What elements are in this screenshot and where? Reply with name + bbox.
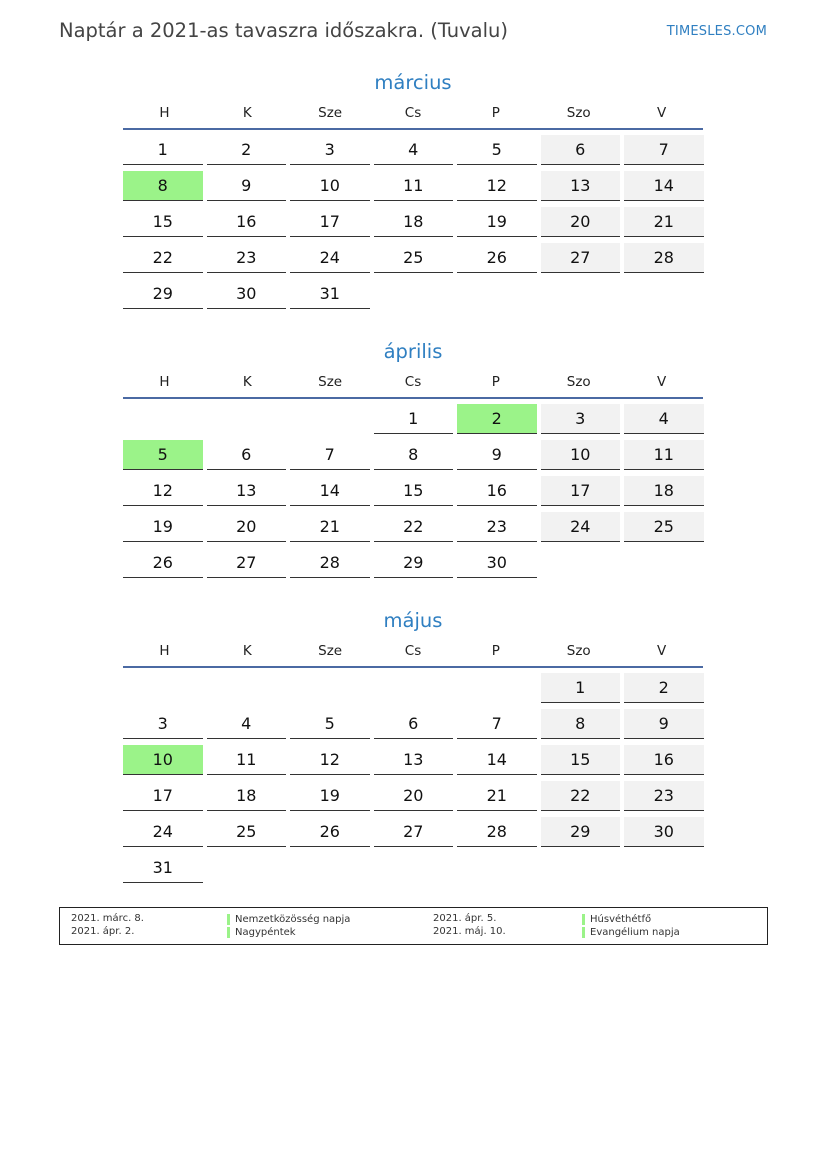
day-cell[interactable]: 23 [207,243,287,273]
month-may [123,606,703,889]
day-cell[interactable]: 24 [290,243,370,273]
day-cell[interactable]: 17 [123,781,203,811]
day-cell[interactable]: 16 [624,745,704,775]
day-cell[interactable]: 15 [374,476,454,506]
day-cell[interactable]: 1 [123,135,203,165]
day-cell[interactable]: 20 [207,512,287,542]
legend-entry [227,913,350,926]
empty-cell [207,673,287,703]
day-cell[interactable]: 20 [374,781,454,811]
day-cell[interactable]: 25 [374,243,454,273]
weekday-header [123,636,703,668]
day-cell[interactable]: 26 [457,243,537,273]
day-cell[interactable]: 4 [207,709,287,739]
day-cell[interactable]: 5 [457,135,537,165]
month-march [123,68,703,315]
weekday-label: H [159,105,170,121]
holiday-marker [227,927,230,938]
legend-entry [582,913,651,926]
day-cell[interactable]: 15 [123,207,203,237]
day-cell[interactable]: 24 [541,512,621,542]
empty-cell [123,673,203,703]
weekday-label: Sze [318,105,343,121]
holiday-legend [59,907,768,945]
weekday-label: P [491,643,500,659]
day-cell[interactable]: 14 [290,476,370,506]
day-cell[interactable]: 4 [374,135,454,165]
legend-date: 2021. márc. 8. [71,913,144,924]
weekday-header [123,98,703,130]
empty-cell [123,404,203,434]
empty-cell [207,404,287,434]
holiday-day-cell[interactable]: 10 [123,745,203,775]
legend-entry [227,926,296,939]
day-cell[interactable]: 21 [624,207,704,237]
day-cell[interactable]: 14 [457,745,537,775]
day-cell[interactable]: 23 [624,781,704,811]
day-cell[interactable]: 18 [624,476,704,506]
day-cell[interactable]: 16 [457,476,537,506]
day-cell[interactable]: 9 [624,709,704,739]
day-cell[interactable]: 29 [541,817,621,847]
day-cell[interactable]: 28 [624,243,704,273]
empty-cell [290,673,370,703]
day-cell[interactable]: 24 [123,817,203,847]
day-cell[interactable]: 3 [290,135,370,165]
holiday-marker [227,914,230,925]
day-cell[interactable]: 11 [207,745,287,775]
day-cell[interactable]: 20 [541,207,621,237]
day-cell[interactable]: 26 [290,817,370,847]
day-cell[interactable]: 25 [207,817,287,847]
weekday-label: Szo [566,105,591,121]
day-cell[interactable]: 30 [457,548,537,578]
day-cell[interactable]: 12 [457,171,537,201]
day-cell[interactable]: 1 [374,404,454,434]
page-title: Naptár a 2021-as tavaszra időszakra. (Tuvalu) [59,19,509,42]
day-cell[interactable]: 28 [290,548,370,578]
empty-cell [374,673,454,703]
legend-name: Nagypéntek [235,927,296,938]
day-cell[interactable]: 31 [123,853,203,883]
day-cell[interactable]: 21 [457,781,537,811]
holiday-marker [582,927,585,938]
legend-date: 2021. ápr. 5. [433,913,497,924]
day-cell[interactable]: 11 [624,440,704,470]
weekday-label: Cs [404,374,422,390]
day-cell[interactable]: 27 [207,548,287,578]
day-cell[interactable]: 25 [624,512,704,542]
day-cell[interactable]: 29 [123,279,203,309]
day-cell[interactable]: 5 [290,709,370,739]
weekday-label: Sze [318,643,343,659]
day-cell[interactable]: 18 [207,781,287,811]
weekday-label: Szo [566,374,591,390]
empty-cell [457,673,537,703]
day-cell[interactable]: 10 [541,440,621,470]
day-cell[interactable]: 19 [290,781,370,811]
day-cell[interactable]: 6 [541,135,621,165]
weekday-label: H [159,643,170,659]
holiday-day-cell[interactable]: 5 [123,440,203,470]
day-cell[interactable]: 15 [541,745,621,775]
day-cell[interactable]: 27 [374,817,454,847]
month-april [123,337,703,584]
day-cell[interactable]: 28 [457,817,537,847]
weekday-label: V [656,374,667,390]
day-cell[interactable]: 4 [624,404,704,434]
weekday-label: Cs [404,643,422,659]
day-cell[interactable]: 23 [457,512,537,542]
weekday-label: P [491,105,500,121]
weekday-label: H [159,374,170,390]
day-cell[interactable]: 29 [374,548,454,578]
weekday-label: Szo [566,643,591,659]
day-cell[interactable]: 9 [207,171,287,201]
day-cell[interactable]: 2 [624,673,704,703]
weekday-label: K [242,374,252,390]
holiday-day-cell[interactable]: 8 [123,171,203,201]
day-cell[interactable]: 8 [541,709,621,739]
day-cell[interactable]: 19 [457,207,537,237]
legend-date: 2021. máj. 10. [433,926,506,937]
holiday-marker [582,914,585,925]
day-cell[interactable]: 7 [290,440,370,470]
month-title: március [374,71,452,94]
day-grid [123,404,703,584]
day-cell[interactable]: 22 [374,512,454,542]
day-cell[interactable]: 17 [290,207,370,237]
day-cell[interactable]: 7 [624,135,704,165]
day-cell[interactable]: 13 [541,171,621,201]
day-cell[interactable]: 13 [207,476,287,506]
day-cell[interactable]: 27 [541,243,621,273]
brand-link[interactable]: TIMESLES.COM [666,24,767,39]
day-cell[interactable]: 9 [457,440,537,470]
day-cell[interactable]: 8 [374,440,454,470]
weekday-header [123,367,703,399]
legend-name: Evangélium napja [590,927,680,938]
day-cell[interactable]: 6 [207,440,287,470]
day-cell[interactable]: 26 [123,548,203,578]
month-title: április [383,340,443,363]
day-cell[interactable]: 18 [374,207,454,237]
weekday-label: Sze [318,374,343,390]
day-cell[interactable]: 12 [123,476,203,506]
day-cell[interactable]: 30 [624,817,704,847]
weekday-label: V [656,643,667,659]
day-grid [123,135,703,315]
day-cell[interactable]: 22 [123,243,203,273]
day-cell[interactable]: 31 [290,279,370,309]
legend-entry [582,926,680,939]
day-cell[interactable]: 2 [207,135,287,165]
legend-name: Nemzetközösség napja [235,914,351,925]
holiday-day-cell[interactable]: 2 [457,404,537,434]
weekday-label: Cs [404,105,422,121]
day-cell[interactable]: 6 [374,709,454,739]
weekday-label: V [656,105,667,121]
day-cell[interactable]: 21 [290,512,370,542]
day-cell[interactable]: 1 [541,673,621,703]
weekday-label: K [242,643,252,659]
day-cell[interactable]: 14 [624,171,704,201]
month-title: május [383,609,443,632]
day-cell[interactable]: 13 [374,745,454,775]
day-cell[interactable]: 12 [290,745,370,775]
day-cell[interactable]: 11 [374,171,454,201]
day-cell[interactable]: 17 [541,476,621,506]
day-cell[interactable]: 22 [541,781,621,811]
day-cell[interactable]: 10 [290,171,370,201]
day-cell[interactable]: 7 [457,709,537,739]
day-cell[interactable]: 16 [207,207,287,237]
legend-date: 2021. ápr. 2. [71,926,135,937]
legend-name: Húsvéthétfő [590,914,652,925]
empty-cell [290,404,370,434]
weekday-label: K [242,105,252,121]
day-cell[interactable]: 30 [207,279,287,309]
day-cell[interactable]: 19 [123,512,203,542]
day-cell[interactable]: 3 [541,404,621,434]
weekday-label: P [491,374,500,390]
day-cell[interactable]: 3 [123,709,203,739]
day-grid [123,673,703,889]
